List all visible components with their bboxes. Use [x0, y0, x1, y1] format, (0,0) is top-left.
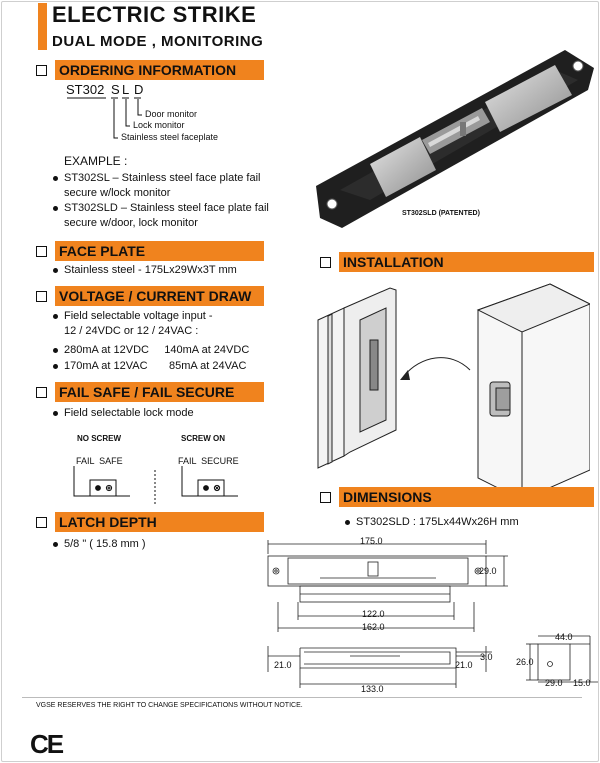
dim-122: 122.0: [362, 609, 385, 619]
header-accent-bar: [38, 3, 47, 50]
fail-section-header: [36, 382, 264, 402]
dim-26: 26.0: [516, 657, 534, 667]
installation-section-header: [320, 252, 594, 272]
dimension-drawing: [260, 536, 600, 696]
checkbox-icon: [36, 517, 47, 528]
dim-29: 29.0: [479, 566, 497, 576]
dim-133: 133.0: [361, 684, 384, 694]
code-s: S: [111, 82, 120, 97]
example-item-2: [52, 201, 269, 231]
face-plate-item: Stainless steel - 175Lx29Wx3T mm: [52, 263, 237, 278]
ordering-section-header: [36, 60, 264, 80]
fail-heading: FAIL SAFE / FAIL SECURE: [55, 382, 264, 402]
latch-item: 5/8 " ( 15.8 mm ): [52, 537, 146, 552]
checkbox-icon: [320, 257, 331, 268]
dim-21-left: 21.0: [274, 660, 292, 670]
page-subtitle: DUAL MODE , MONITORING: [52, 33, 264, 50]
product-photo: [310, 40, 600, 235]
ce-mark: CE: [30, 729, 63, 759]
voltage-item-1-line2: 12 / 24VDC or 12 / 24VAC :: [64, 325, 199, 337]
fail-item: Field selectable lock mode: [52, 406, 194, 421]
example-1-line2: secure w/lock monitor: [64, 187, 171, 199]
ordering-heading: ORDERING INFORMATION: [55, 60, 264, 80]
voltage-item-2: 280mA at 12VDC 140mA at 24VDC: [52, 343, 249, 358]
code-l: L: [122, 82, 130, 97]
example-1-line1: ST302SL – Stainless steel face plate fail: [64, 172, 261, 184]
latch-heading: LATCH DEPTH: [55, 512, 264, 532]
checkbox-icon: [36, 246, 47, 257]
installation-diagram: [300, 280, 590, 505]
dim-162: 162.0: [362, 622, 385, 632]
installation-heading: INSTALLATION: [339, 252, 594, 272]
door-monitor-label: Door monitor: [145, 109, 198, 119]
page-title: ELECTRIC STRIKE: [52, 2, 257, 27]
fail-secure-label: FAIL SECURE: [178, 456, 239, 466]
voltage-section-header: [36, 286, 264, 306]
dimensions-section-header: [320, 487, 594, 507]
example-2-line1: ST302SLD – Stainless steel face plate fail: [64, 202, 269, 214]
face-plate-section-header: [36, 241, 264, 261]
footer-disclaimer: VGSE RESERVES THE RIGHT TO CHANGE SPECIFICATIONS WITHOUT NOTICE.: [36, 702, 303, 709]
photo-caption: ST302SLD (PATENTED): [402, 210, 480, 217]
voltage-heading: VOLTAGE / CURRENT DRAW: [55, 286, 264, 306]
fail-mode-diagram: [70, 464, 250, 504]
screw-on-label: SCREW ON: [181, 434, 225, 443]
model-code: ST302: [66, 82, 105, 97]
dimensions-item: ST302SLD : 175Lx44Wx26H mm: [344, 515, 519, 530]
dim-21-right: 21.0: [455, 660, 473, 670]
face-plate-heading: FACE PLATE: [55, 241, 264, 261]
voltage-item-1-line1: Field selectable voltage input -: [64, 310, 213, 322]
no-screw-label: NO SCREW: [77, 434, 121, 443]
latch-section-header: [36, 512, 264, 532]
dim-29-end: 29.0: [545, 678, 563, 688]
fail-safe-label: FAIL SAFE: [76, 456, 123, 466]
voltage-item-3: 170mA at 12VAC 85mA at 24VAC: [52, 359, 246, 374]
voltage-item-1: [52, 309, 213, 339]
dim-3: 3.0: [480, 652, 493, 662]
checkbox-icon: [36, 291, 47, 302]
example-item-1: [52, 171, 261, 201]
example-label: EXAMPLE :: [64, 154, 128, 168]
dimensions-heading: DIMENSIONS: [339, 487, 594, 507]
checkbox-icon: [320, 492, 331, 503]
checkbox-icon: [36, 65, 47, 76]
ordering-code-diagram: [66, 82, 246, 146]
footer-rule: [22, 697, 582, 698]
example-2-line2: secure w/door, lock monitor: [64, 217, 198, 229]
faceplate-label: Stainless steel faceplate: [121, 132, 219, 142]
dim-15: 15.0: [573, 678, 591, 688]
dim-44: 44.0: [555, 632, 573, 642]
dim-175: 175.0: [360, 536, 383, 546]
lock-monitor-label: Lock monitor: [133, 120, 185, 130]
checkbox-icon: [36, 387, 47, 398]
code-d: D: [134, 82, 144, 97]
